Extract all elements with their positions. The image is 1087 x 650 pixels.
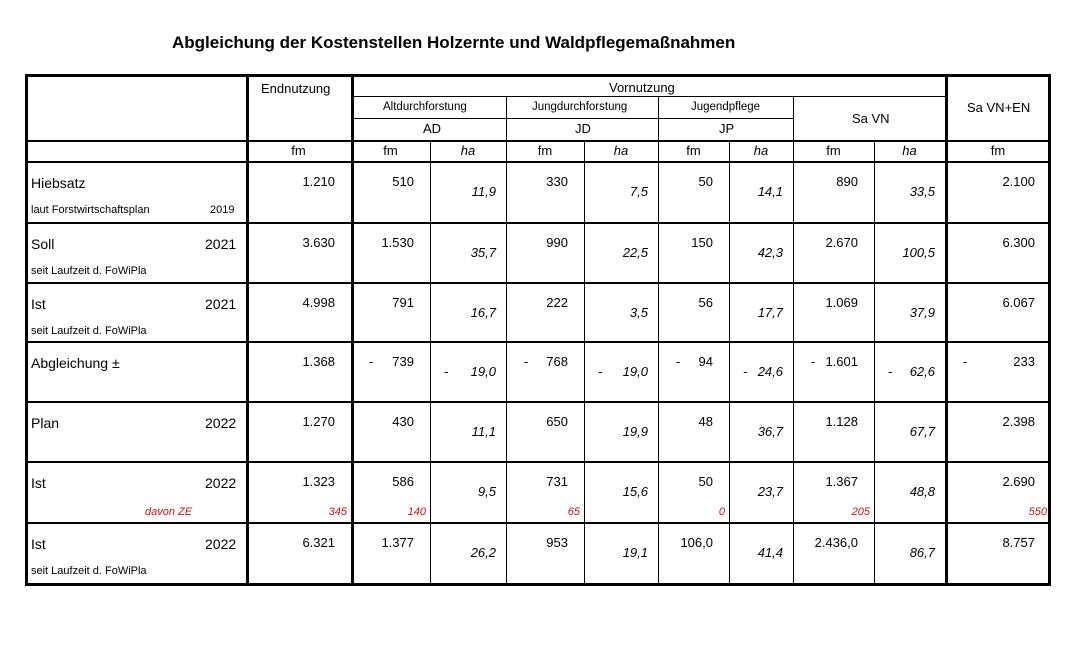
cell-fm: 1.367 (825, 474, 858, 489)
cell-fm: 2.690 (1002, 474, 1035, 489)
row-subyear: 2019 (210, 204, 235, 216)
row-divider (351, 96, 945, 97)
cell-ha: 19,1 (622, 545, 648, 560)
cell-ha: 17,7 (757, 305, 783, 320)
cell-fm: 50 (698, 474, 713, 489)
sign-minus: - (598, 364, 603, 379)
cell-fm: 990 (546, 235, 568, 250)
cell-fm: 1.601 (825, 354, 858, 369)
row-divider (351, 118, 793, 119)
unit-label: ha (613, 143, 629, 158)
cell-fm: 1.210 (302, 174, 335, 189)
cell-fm: 791 (392, 295, 414, 310)
row-sublabel: seit Laufzeit d. FoWiPla (31, 325, 147, 337)
column-divider (584, 140, 585, 584)
column-divider (793, 96, 794, 584)
row-sublabel: seit Laufzeit d. FoWiPla (31, 265, 147, 277)
sign-minus: - (743, 364, 748, 379)
cell-ha: 35,7 (470, 245, 496, 260)
cell-ha: 100,5 (902, 245, 935, 260)
cell-fm: 1.368 (302, 354, 335, 369)
sign-minus: - (444, 364, 449, 379)
cell-ha: 14,1 (757, 184, 783, 199)
cell-fm: 94 (698, 354, 713, 369)
unit-label: fm (990, 143, 1006, 158)
sign-minus: - (811, 354, 816, 369)
cell-fm: 56 (698, 295, 713, 310)
column-divider (729, 140, 730, 584)
row-year: 2022 (205, 536, 237, 552)
header-jugendpflege: Jugendpflege (691, 101, 761, 113)
header-ad: AD (423, 121, 442, 136)
unit-label: fm (826, 143, 841, 158)
column-divider (430, 140, 431, 584)
unit-label: fm (686, 143, 701, 158)
row-label: Ist (31, 296, 46, 312)
cell-fm: 510 (392, 174, 414, 189)
row-sublabel: laut Forstwirtschaftsplan (31, 204, 150, 216)
cell-ha: 86,7 (909, 545, 935, 560)
cell-ha: 41,4 (757, 545, 783, 560)
sign-minus: - (369, 354, 374, 369)
row-label: Ist (31, 536, 46, 552)
cell-fm: 2.398 (1002, 414, 1035, 429)
cell-fm: 8.757 (1002, 535, 1035, 550)
red-note-value: 65 (567, 506, 580, 518)
unit-label: fm (537, 143, 553, 158)
row-divider (25, 461, 1051, 463)
cell-fm: 2.670 (825, 235, 858, 250)
red-note-value: 0 (718, 506, 725, 518)
cell-fm: 6.321 (302, 535, 335, 550)
cell-ha: 24,6 (757, 364, 783, 379)
cell-ha: 26,2 (470, 545, 496, 560)
cell-fm: 650 (546, 414, 568, 429)
cell-ha: 48,8 (909, 484, 935, 499)
row-label: Soll (31, 236, 55, 252)
row-year: 2022 (205, 415, 237, 431)
column-divider (874, 140, 875, 584)
row-divider (25, 222, 1051, 224)
header-sa-vn: Sa VN (852, 111, 890, 126)
cell-ha: 22,5 (622, 245, 648, 260)
cell-ha: 19,0 (622, 364, 648, 379)
row-label: Hiebsatz (31, 175, 86, 191)
cell-fm: 2.436,0 (814, 535, 858, 550)
sign-minus: - (676, 354, 681, 369)
cell-fm: 150 (691, 235, 713, 250)
cell-ha: 19,9 (622, 424, 648, 439)
column-divider (945, 74, 948, 584)
row-divider (25, 282, 1051, 284)
cell-fm: 2.100 (1002, 174, 1035, 189)
row-label: Ist (31, 475, 46, 491)
cell-fm: 768 (546, 354, 568, 369)
cell-fm: 222 (546, 295, 568, 310)
cell-fm: 233 (1013, 354, 1035, 369)
cell-fm: 6.300 (1002, 235, 1035, 250)
sign-minus: - (963, 354, 968, 369)
cell-ha: 7,5 (629, 184, 648, 199)
cell-fm: 1.530 (381, 235, 414, 250)
cell-ha: 42,3 (757, 245, 783, 260)
cell-fm: 6.067 (1002, 295, 1035, 310)
red-note-value: 140 (407, 506, 426, 518)
row-year: 2022 (205, 475, 237, 491)
row-divider (25, 401, 1051, 403)
red-note-value: 345 (328, 506, 347, 518)
unit-label: ha (753, 143, 769, 158)
cell-ha: 23,7 (757, 484, 783, 499)
row-sublabel: seit Laufzeit d. FoWiPla (31, 565, 147, 577)
cell-fm: 4.998 (302, 295, 335, 310)
header-jungdurchforstung: Jungdurchforstung (532, 101, 628, 113)
header-sa-vn-en: Sa VN+EN (967, 100, 1031, 115)
cell-fm: 3.630 (302, 235, 335, 250)
cell-ha: 37,9 (909, 305, 935, 320)
page-title: Abgleichung der Kostenstellen Holzernte und Waldpflegemaßnahmen (172, 33, 736, 52)
header-vornutzung: Vornutzung (609, 80, 675, 95)
unit-label: fm (383, 143, 398, 158)
header-endnutzung: Endnutzung (261, 81, 331, 96)
row-label: Abgleichung ± (31, 355, 120, 371)
row-divider (25, 522, 1051, 524)
row-divider (25, 161, 1051, 163)
header-jp: JP (719, 121, 735, 136)
sign-minus: - (888, 364, 893, 379)
unit-label: ha (460, 143, 476, 158)
header-altdurchforstung: Altdurchforstung (383, 101, 467, 113)
cell-ha: 19,0 (470, 364, 496, 379)
unit-label: ha (902, 143, 917, 158)
red-note-value: 550 (1028, 506, 1047, 518)
cell-fm: 586 (392, 474, 414, 489)
cell-fm: 953 (546, 535, 568, 550)
cell-ha: 62,6 (909, 364, 935, 379)
row-year: 2021 (205, 236, 237, 252)
unit-label: fm (291, 143, 306, 158)
column-divider (506, 96, 507, 584)
cell-fm: 1.270 (302, 414, 335, 429)
row-label: Plan (31, 415, 60, 431)
cell-fm: 890 (836, 174, 858, 189)
cell-fm: 1.323 (302, 474, 335, 489)
cell-ha: 3,5 (629, 305, 648, 320)
cell-fm: 1.069 (825, 295, 858, 310)
cell-fm: 430 (392, 414, 414, 429)
cell-fm: 739 (392, 354, 414, 369)
cell-fm: 50 (698, 174, 713, 189)
cell-ha: 11,1 (471, 424, 496, 439)
cell-ha: 33,5 (909, 184, 935, 199)
column-divider (658, 96, 659, 584)
cell-ha: 11,9 (471, 184, 496, 199)
column-divider (351, 74, 354, 584)
column-divider (246, 74, 249, 584)
red-note-label: davon ZE (145, 506, 193, 518)
row-divider (25, 341, 1051, 343)
header-jd: JD (575, 121, 591, 136)
cell-fm: 106,0 (680, 535, 713, 550)
row-divider (25, 140, 1051, 142)
cost-table (25, 74, 1051, 586)
cell-ha: 9,5 (477, 484, 496, 499)
cell-ha: 16,7 (470, 305, 496, 320)
sign-minus: - (524, 354, 529, 369)
cell-fm: 1.377 (381, 535, 414, 550)
cell-fm: 731 (546, 474, 568, 489)
cell-fm: 330 (546, 174, 568, 189)
cell-fm: 48 (698, 414, 713, 429)
red-note-value: 205 (851, 506, 870, 518)
cell-ha: 67,7 (909, 424, 935, 439)
cell-fm: 1.128 (825, 414, 858, 429)
cell-ha: 36,7 (757, 424, 783, 439)
cell-ha: 15,6 (622, 484, 648, 499)
row-year: 2021 (205, 296, 237, 312)
